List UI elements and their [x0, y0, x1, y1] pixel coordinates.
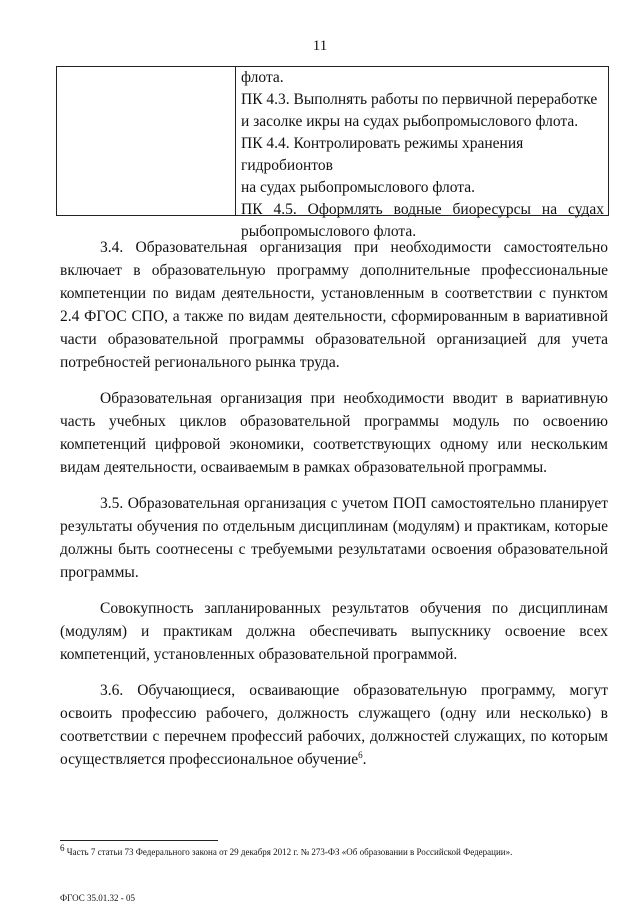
paragraph-3-6: 3.6. Обучающиеся, осваивающие образовательную программу, могут освоить профессию рабочего, должность служащего (одну или несколько) в соответствии с перечнем профессий рабочих, должностей служащих, по которым осуществляется профессиональное обучение$^6$. [60, 682, 608, 768]
table-line: рыбопромыслового флота. [241, 223, 417, 240]
table-empty-cell [57, 67, 236, 215]
paragraph-digital-economy: Образовательная организация при необходимости вводит в вариативную часть учебных циклов образовательной программы модуль по освоению компетенций цифровой экономики, соответствующих одному или нескольким видам деятельности, осваиваемым в рамках образовательной программы. [60, 390, 608, 476]
table-line: ПК 4.3. Выполнять работы по первичной переработке [241, 91, 598, 108]
table-competency-cell [236, 67, 608, 240]
body-text [60, 236, 608, 771]
competency-table [56, 66, 609, 240]
paragraph-learning-results: Совокупность запланированных результатов обучения по дисциплинам (модулям) и практикам должна обеспечивать выпускнику освоение всех компетенций, установленных образовательной программой. [60, 600, 608, 663]
footnote-marker: 6 [60, 843, 65, 853]
footnote-divider [60, 840, 218, 841]
table-line: флота. [241, 69, 284, 86]
page-number: 11 [312, 38, 328, 54]
table-line: ПК 4.5. Оформлять водные биоресурсы на судах [241, 201, 604, 218]
paragraph-3-5: 3.5. Образовательная организация с учетом ПОП самостоятельно планирует результаты обучения по отдельным дисциплинам (модулям) и практикам, которые должны быть соотнесены с требуемыми результатами освоения образовательной программы. [60, 495, 608, 581]
paragraph-3-4: 3.4. Образовательная организация при необходимости самостоятельно включает в образовательную программу дополнительные профессиональные компетенции по видам деятельности, установленным в соответствии с пунктом 2.4 ФГОС СПО, а также по видам деятельности, сформированным в вариативной части образовательной программы образовательной организацией для учета потребностей регионального рынка труда. [60, 239, 608, 371]
footnote [60, 843, 620, 858]
table-line: и засолке икры на судах рыбопромыслового флота. [241, 113, 579, 130]
table-line: ПК 4.4. Контролировать режимы хранения гидробионтов [241, 135, 524, 174]
footnote-text: Часть 7 статьи 73 Федерального закона от 29 декабря 2012 г. № 273-ФЗ «Об образовании в Российской Федерации». [66, 847, 513, 857]
paragraph-3-6-text: 3.6. Обучающиеся, осваивающие образовательную программу, могут освоить профессию рабочего, должность служащего (одну или несколько) в соответствии с перечнем профессий рабочих, должностей служащих, по которым осуществляется профессиональное обучение [60, 682, 608, 768]
footnote-reference: 6 [358, 749, 363, 760]
table-line: на судах рыбопромыслового флота. [241, 179, 475, 196]
footer-document-code: ФГОС 35.01.32 - 05 [60, 893, 135, 903]
